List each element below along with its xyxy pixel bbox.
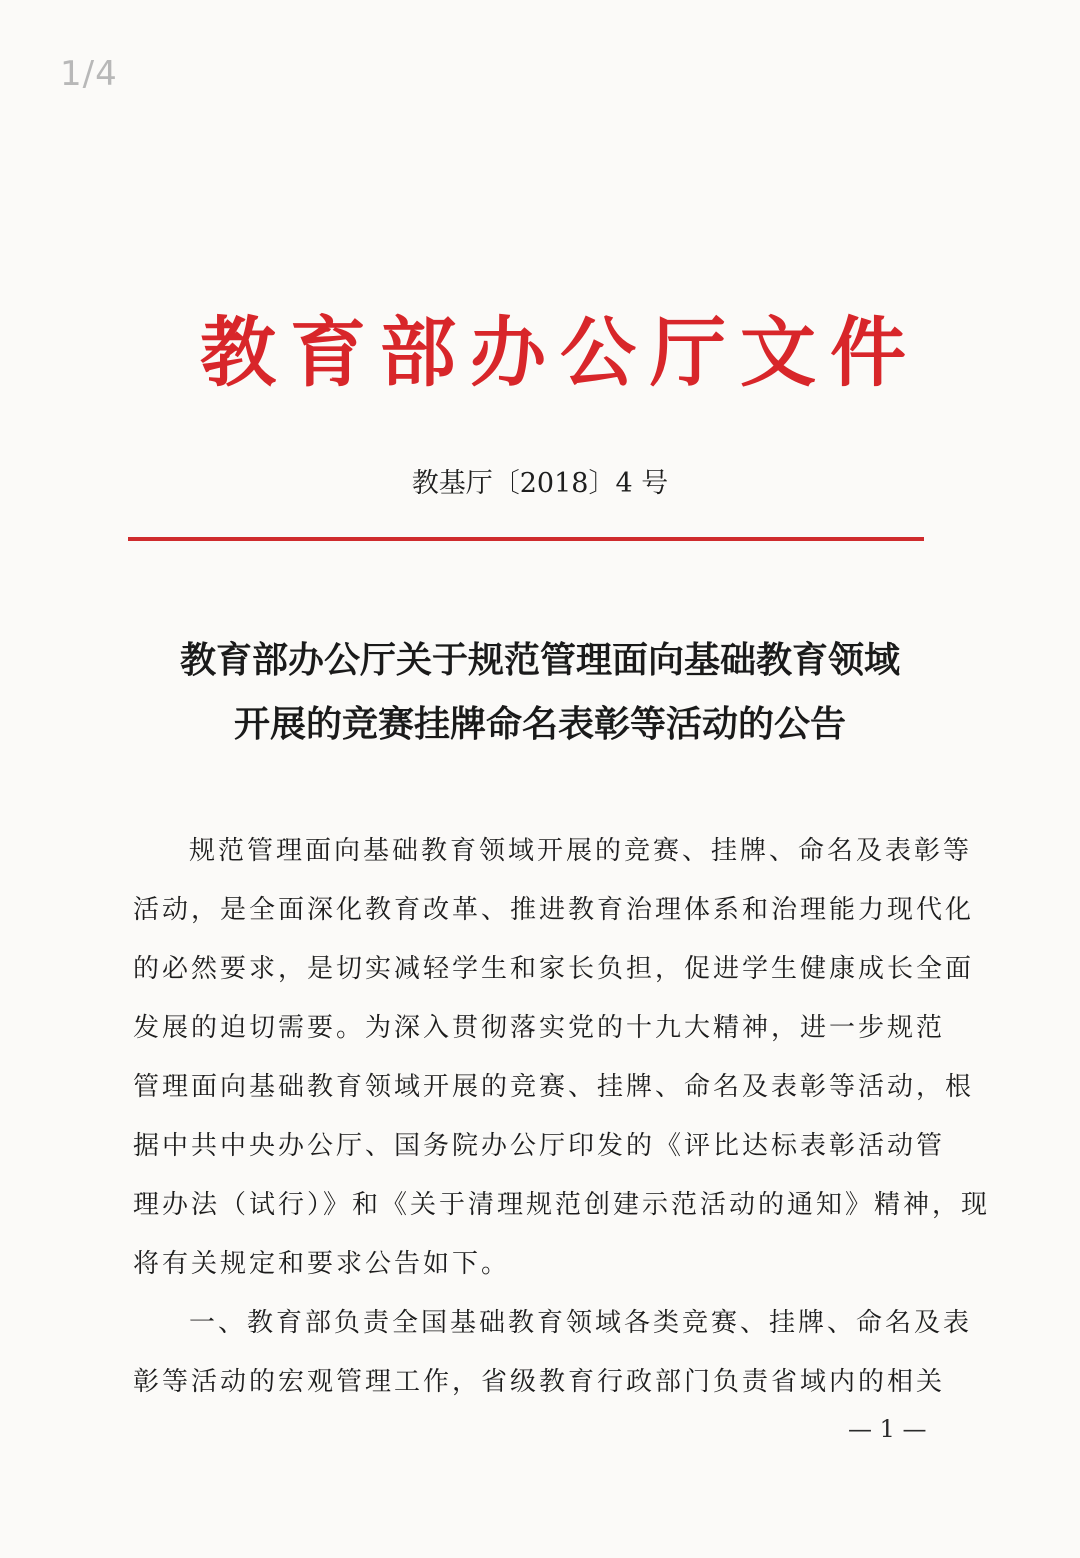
body-line: 规范管理面向基础教育领域开展的竞赛、挂牌、命名及表彰等 bbox=[189, 836, 973, 866]
body-line: 管理面向基础教育领域开展的竞赛、挂牌、命名及表彰等活动，根 bbox=[133, 1072, 975, 1102]
body-line: 发展的迫切需要。为深入贯彻落实党的十九大精神，进一步规范 bbox=[133, 1013, 946, 1043]
body-line: 活动，是全面深化教育改革、推进教育治理体系和治理能力现代化 bbox=[133, 895, 975, 925]
notice-title bbox=[0, 628, 1080, 756]
body-line: 一、教育部负责全国基础教育领域各类竞赛、挂牌、命名及表 bbox=[189, 1308, 973, 1338]
page-indicator: 1/4 bbox=[60, 54, 118, 94]
red-divider-rule bbox=[128, 537, 924, 541]
issuer-header-title: 教育部办公厅文件 bbox=[200, 308, 920, 397]
body-line: 彰等活动的宏观管理工作，省级教育行政部门负责省域内的相关 bbox=[133, 1367, 946, 1397]
body-line: 的必然要求，是切实减轻学生和家长负担，促进学生健康成长全面 bbox=[133, 954, 975, 984]
document-number: 教基厅〔2018〕4 号 bbox=[411, 468, 669, 499]
body-line: 理办法（试行）》和《关于清理规范创建示范活动的通知》精神，现 bbox=[133, 1190, 991, 1220]
body-line: 将有关规定和要求公告如下。 bbox=[133, 1249, 511, 1279]
notice-title-line-1: 教育部办公厅关于规范管理面向基础教育领域 bbox=[179, 639, 900, 681]
body-line: 据中共中央办公厅、国务院办公厅印发的《评比达标表彰活动管 bbox=[133, 1131, 946, 1161]
notice-title-line-2: 开展的竞赛挂牌命名表彰等活动的公告 bbox=[233, 703, 846, 745]
notice-body bbox=[133, 822, 991, 1412]
page-number-footer: — 1 — bbox=[848, 1415, 927, 1443]
